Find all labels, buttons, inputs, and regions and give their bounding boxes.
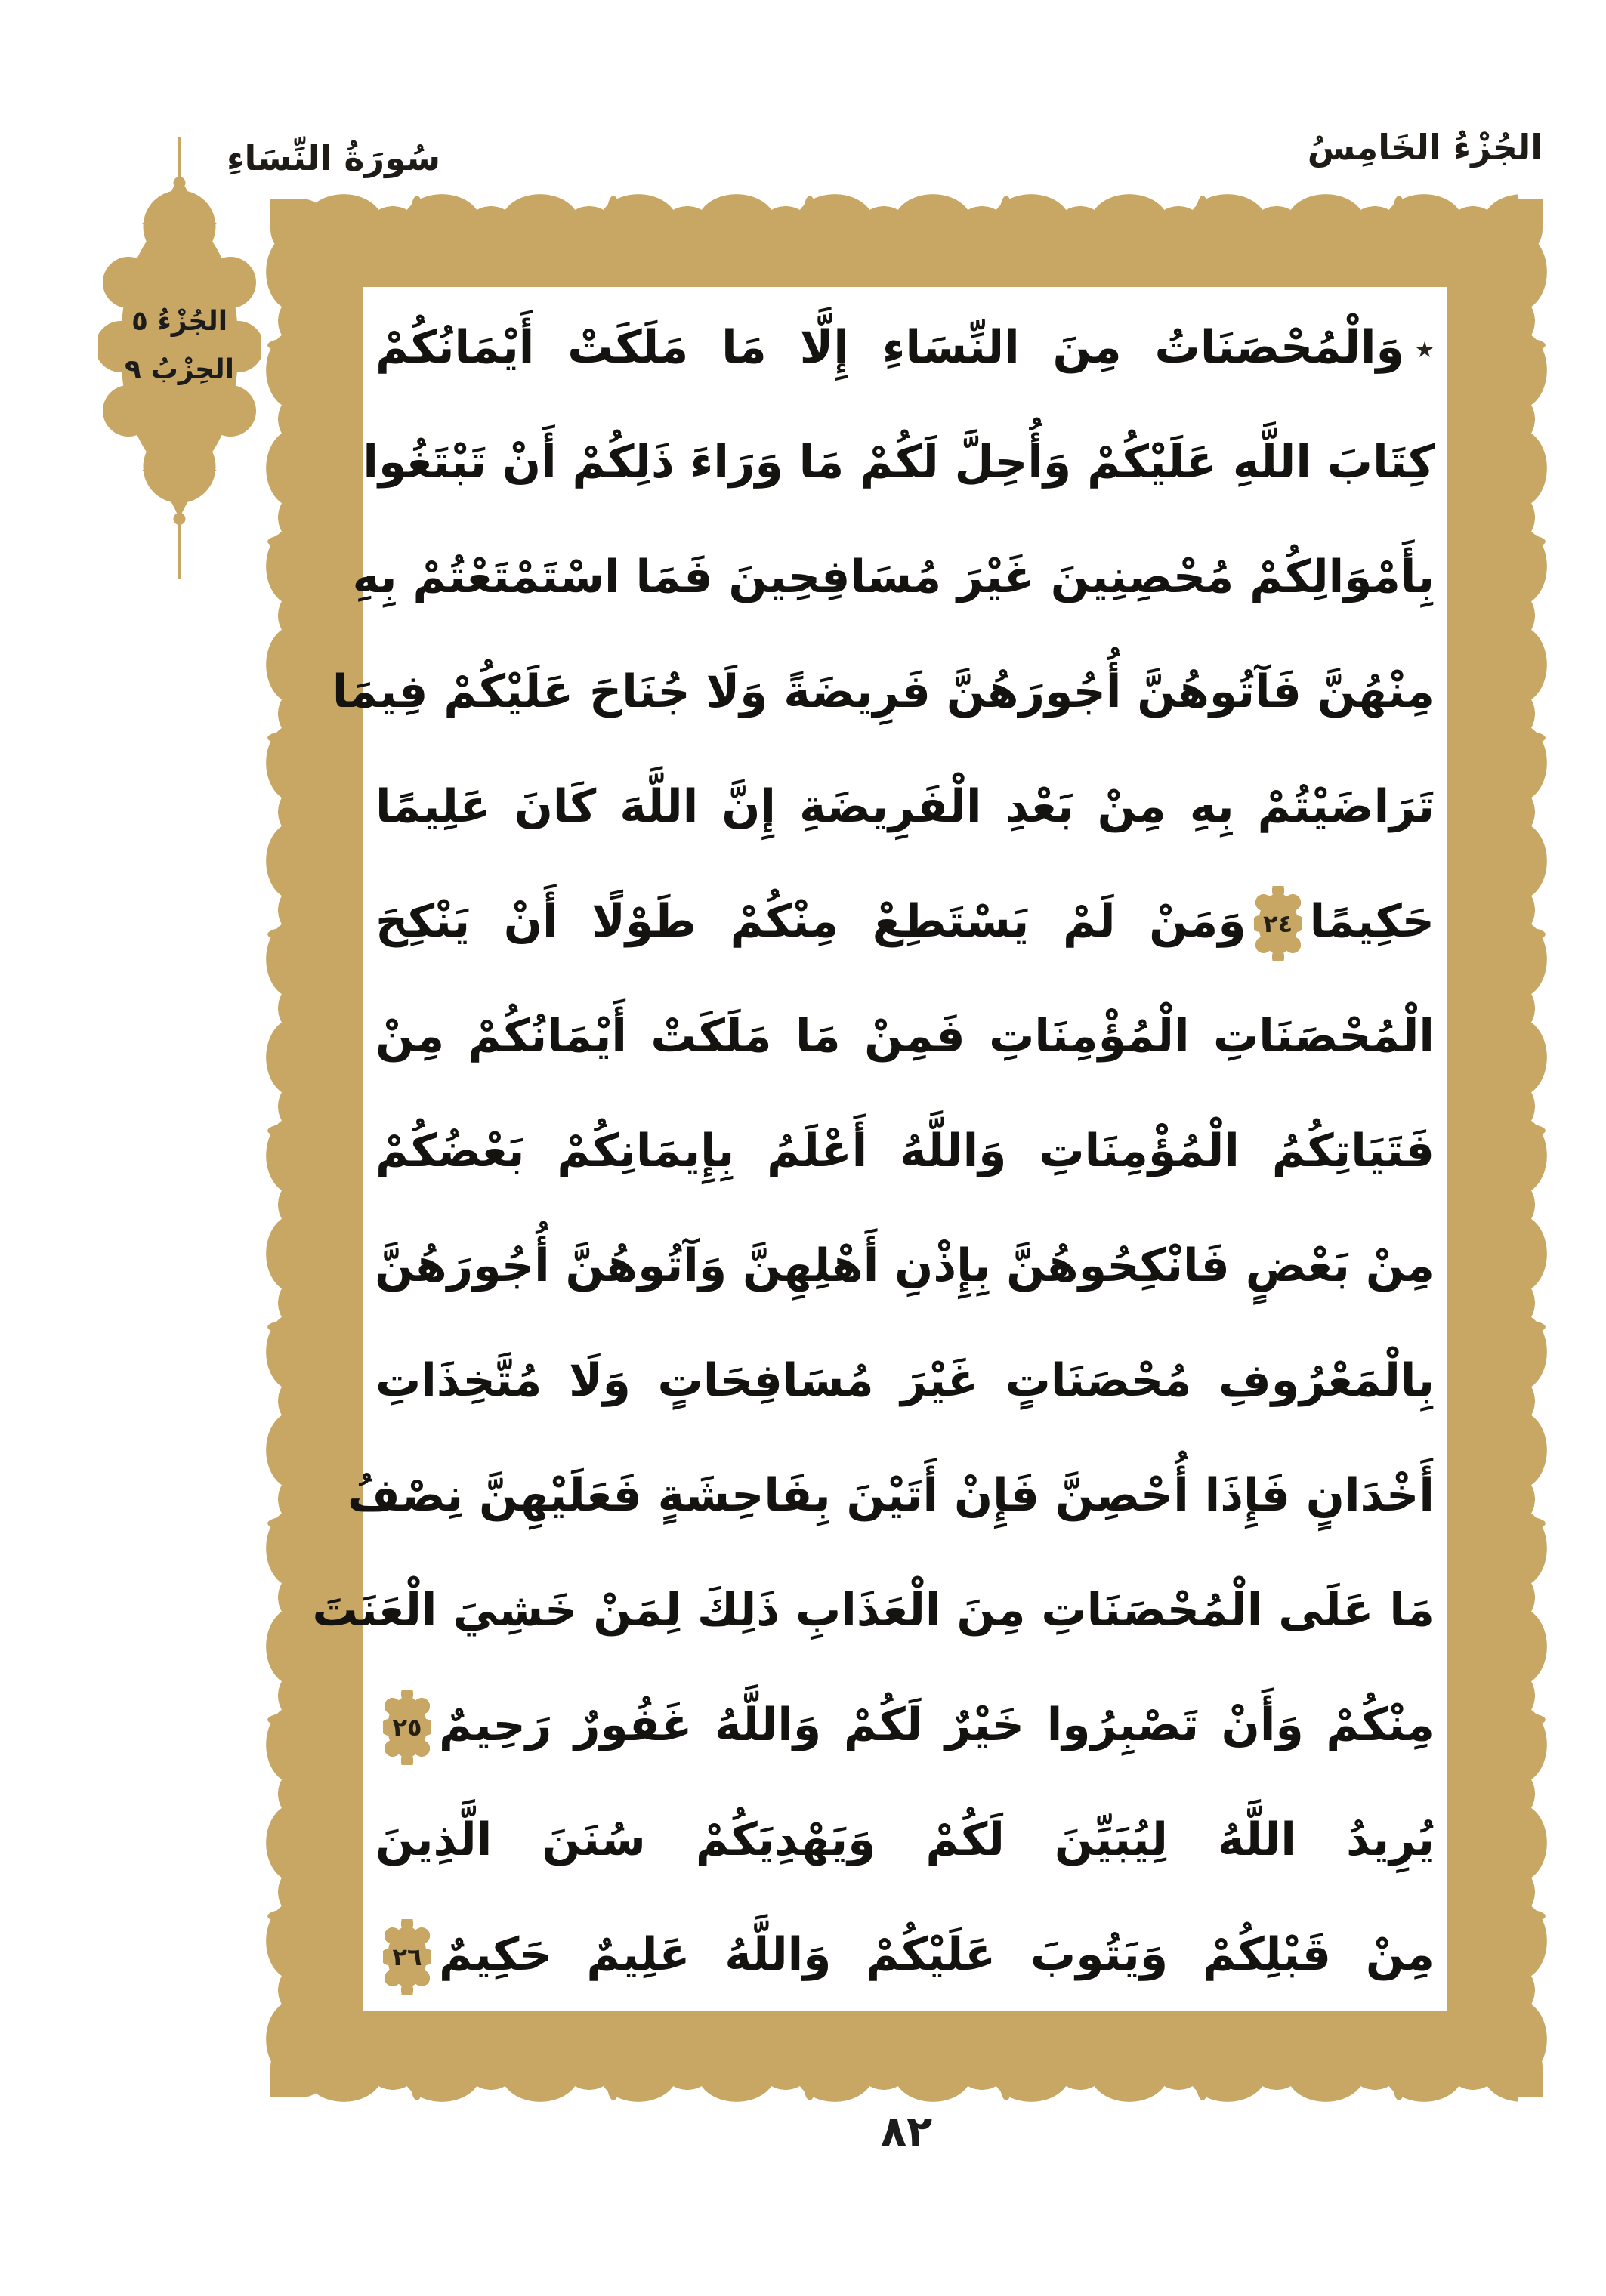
quran-line-5 <box>375 749 1435 864</box>
ayah-text: تَرَاضَيْتُمْ بِهِ مِنْ بَعْدِ الْفَرِيضَةِ إِنَّ اللَّهَ كَانَ عَلِيمًا <box>375 780 1435 833</box>
frame-corner-leaf-bottom-right <box>1482 2037 1543 2097</box>
page-number: ٨٢ <box>880 2107 933 2156</box>
ayah-text: أَخْدَانٍ فَإِذَا أُحْصِنَّ فَإِنْ أَتَيْنَ بِفَاحِشَةٍ فَعَلَيْهِنَّ نِصْفُ <box>347 1469 1435 1522</box>
quran-line-9 <box>375 1208 1435 1323</box>
frame-corner-leaf-top-left <box>270 199 331 259</box>
ayah-text: وَالْمُحْصَنَاتُ مِنَ النِّسَاءِ إِلَّا مَا مَلَكَتْ أَيْمَانُكُمْ <box>375 321 1404 374</box>
ayah-text: بِأَمْوَالِكُمْ مُحْصِنِينَ غَيْرَ مُسَافِحِينَ فَمَا اسْتَمْتَعْتُمْ بِهِ <box>352 551 1435 603</box>
frame-scallop-right <box>1518 223 1547 2073</box>
quran-line-15 <box>375 1897 1435 2012</box>
quran-line-11 <box>347 1438 1435 1553</box>
ayah-text: مِنْكُمْ وَأَنْ تَصْبِرُوا خَيْرٌ لَكُمْ وَاللَّهُ غَفُورٌ رَحِيمٌ <box>439 1699 1435 1751</box>
medallion-labels <box>98 298 261 394</box>
frame-corner-leaf-bottom-left <box>270 2037 331 2097</box>
quran-text-area <box>312 290 1435 2012</box>
frame-scallop-top <box>295 194 1518 223</box>
verse-number: ٢٥ <box>392 1713 422 1742</box>
quran-line-14 <box>375 1782 1435 1897</box>
ayah-text: وَمَنْ لَمْ يَسْتَطِعْ مِنْكُمْ طَوْلًا أَنْ يَنْكِحَ <box>375 895 1246 948</box>
verse-24-marker <box>1254 886 1302 961</box>
quran-line-13 <box>375 1668 1435 1782</box>
verse-number: ٢٤ <box>1263 909 1293 939</box>
juz-header: الجُزْءُ الخَامِسُ <box>1307 127 1543 168</box>
juz-number-label: الجُزْءُ ٥ <box>131 306 228 337</box>
ayah-text: مِنْ قَبْلِكُمْ وَيَتُوبَ عَلَيْكُمْ وَاللَّهُ عَلِيمٌ حَكِيمٌ <box>439 1928 1435 1981</box>
quran-line-1 <box>375 290 1435 405</box>
frame-corner-leaf-top-right <box>1482 199 1543 259</box>
rub-el-hizb-icon: ٭ <box>1414 328 1435 370</box>
ayah-text: الْمُحْصَنَاتِ الْمُؤْمِنَاتِ فَمِنْ مَا مَلَكَتْ أَيْمَانُكُمْ مِنْ <box>375 1010 1435 1063</box>
quran-line-3 <box>352 520 1435 634</box>
verse-number: ٢٦ <box>392 1943 422 1972</box>
ayah-text: فَتَيَاتِكُمُ الْمُؤْمِنَاتِ وَاللَّهُ أَعْلَمُ بِإِيمَانِكُمْ بَعْضُكُمْ <box>375 1125 1435 1177</box>
verse-25-marker <box>383 1690 431 1765</box>
frame-scallop-bottom <box>295 2073 1518 2102</box>
quran-line-8 <box>375 1094 1435 1208</box>
quran-line-12 <box>312 1553 1435 1668</box>
quran-line-2 <box>363 405 1435 520</box>
ayah-text: حَكِيمًا <box>1309 895 1435 948</box>
juz-hizb-medallion <box>98 137 261 579</box>
hizb-number-label: الحِزْبُ ٩ <box>125 354 234 385</box>
ayah-text: مِنْهُنَّ فَآتُوهُنَّ أُجُورَهُنَّ فَرِيضَةً وَلَا جُنَاحَ عَلَيْكُمْ فِيمَا <box>332 665 1435 718</box>
surah-header: سُورَةُ النِّسَاءِ <box>227 137 441 178</box>
ayah-text: مَا عَلَى الْمُحْصَنَاتِ مِنَ الْعَذَابِ ذَلِكَ لِمَنْ خَشِيَ الْعَنَتَ <box>312 1584 1435 1637</box>
quran-line-7 <box>375 979 1435 1094</box>
ayah-text: كِتَابَ اللَّهِ عَلَيْكُمْ وَأُحِلَّ لَكُمْ مَا وَرَاءَ ذَلِكُمْ أَنْ تَبْتَغُوا <box>363 436 1435 489</box>
ayah-text: مِنْ بَعْضٍ فَانْكِحُوهُنَّ بِإِذْنِ أَهْلِهِنَّ وَآتُوهُنَّ أُجُورَهُنَّ <box>375 1239 1435 1292</box>
quran-line-6 <box>375 864 1435 979</box>
frame-scallop-left <box>266 223 295 2073</box>
verse-26-marker <box>383 1919 431 1995</box>
ayah-text: بِالْمَعْرُوفِ مُحْصَنَاتٍ غَيْرَ مُسَافِحَاتٍ وَلَا مُتَّخِذَاتِ <box>375 1354 1435 1407</box>
quran-line-10 <box>375 1323 1435 1438</box>
ayah-text: يُرِيدُ اللَّهُ لِيُبَيِّنَ لَكُمْ وَيَهْدِيَكُمْ سُنَنَ الَّذِينَ <box>375 1813 1435 1866</box>
quran-line-4 <box>332 634 1435 749</box>
